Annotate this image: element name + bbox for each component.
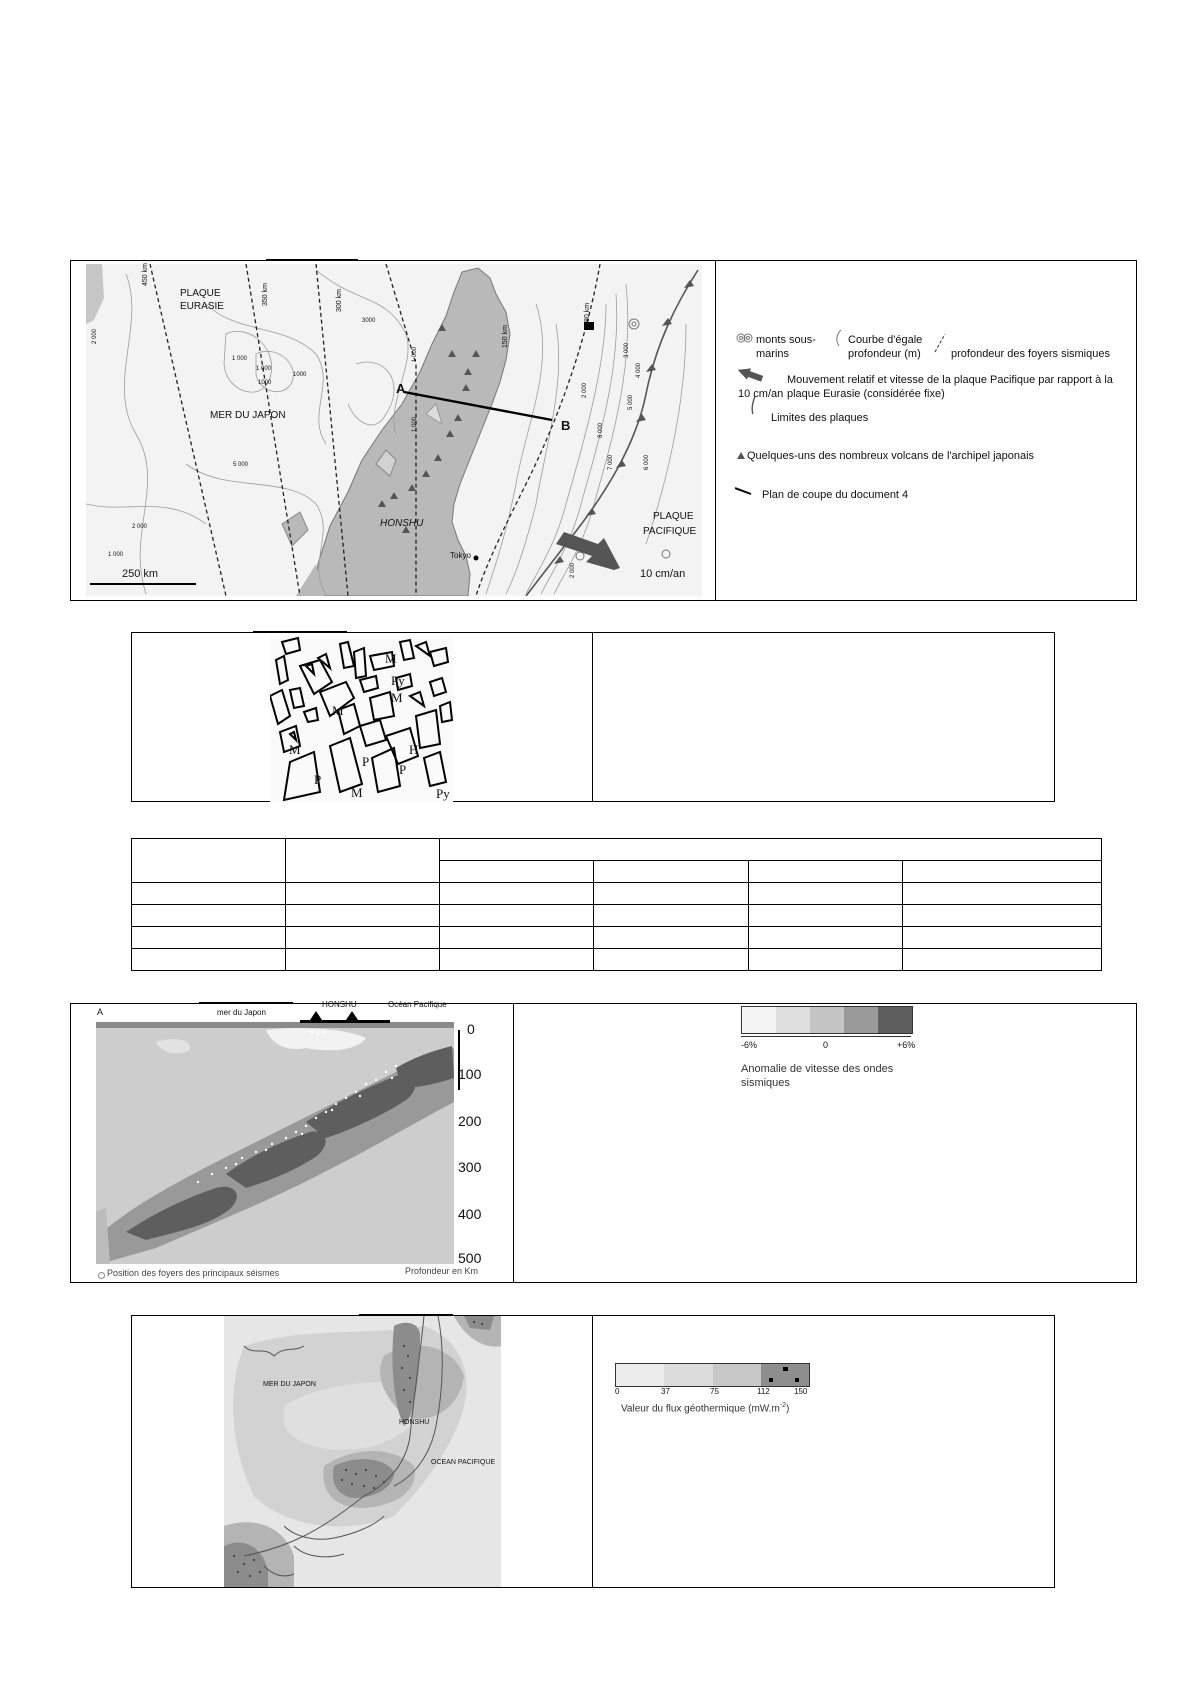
legend-movement-speed: 10 cm/an xyxy=(738,388,784,400)
table-row xyxy=(132,883,1102,905)
heatflow-swatch xyxy=(616,1364,664,1386)
bathymetry-label: 1 000 xyxy=(412,416,418,432)
bathymetry-label: 1000 xyxy=(258,380,272,386)
contour-line-icon xyxy=(837,330,841,346)
doc5-divider xyxy=(592,1315,593,1588)
movement-arrow-icon xyxy=(736,364,765,384)
doc5-honshu-label: HONSHU xyxy=(399,1419,430,1426)
legend-volcanoes: Quelques-uns des nombreux volcans de l'archipel japonais xyxy=(747,450,1035,462)
mineral-label: M xyxy=(391,690,403,705)
bathymetry-label: 3000 xyxy=(362,318,376,324)
mineral-label: Py xyxy=(436,786,450,801)
doc4-honshu-label: HONSHU xyxy=(322,1000,357,1009)
heatflow-tick: 112 xyxy=(757,1387,770,1396)
velocity-tick: 0 xyxy=(823,1040,829,1050)
point-a-label: A xyxy=(396,381,406,396)
doc1-title-line xyxy=(266,259,358,261)
heatflow-tick: 75 xyxy=(710,1387,719,1396)
depth-tick: 500 xyxy=(458,1250,482,1266)
bathymetry-label: 2 000 xyxy=(582,382,588,398)
legend-seamounts-2: marins xyxy=(756,348,790,360)
table-header-cell xyxy=(132,839,286,883)
table-row xyxy=(132,927,1102,949)
bathymetry-label: 1 000 xyxy=(232,356,248,362)
doc1-map xyxy=(86,264,702,596)
heatflow-tick: 0 xyxy=(615,1387,620,1396)
doc4-tomography xyxy=(96,1022,454,1264)
bathymetry-label: 1000 xyxy=(293,372,307,378)
velocity-tick: -6% xyxy=(741,1040,758,1050)
velocity-caption-1: Anomalie de vitesse des ondes xyxy=(741,1063,894,1075)
table-subheader-cell xyxy=(594,861,749,883)
heatflow-tick: 37 xyxy=(661,1387,670,1396)
heatflow-swatch xyxy=(713,1364,761,1386)
plate-pacifique-label-1: PLAQUE xyxy=(653,511,694,522)
velocity-tick: +6% xyxy=(897,1040,916,1050)
sea-label: MER DU JAPON xyxy=(210,410,286,421)
bathymetry-label: 2 000 xyxy=(132,524,148,530)
doc4-point-a: A xyxy=(97,1007,104,1017)
legend-cut: Plan de coupe du document 4 xyxy=(762,489,909,501)
mineral-label: Py xyxy=(391,673,405,688)
table-header-cell xyxy=(286,839,440,883)
table-subheader-cell xyxy=(903,861,1102,883)
heatflow-caption: Valeur du flux géothermique $(mW.m^{-2})$ xyxy=(621,1402,790,1415)
table-row xyxy=(132,905,1102,927)
depth-label-300: 300 km xyxy=(336,289,343,312)
depth-tick: 300 xyxy=(458,1159,482,1175)
doc3-table xyxy=(131,838,1102,971)
bathymetry-label: 7 000 xyxy=(608,454,614,470)
doc5-sea-label: MER DU JAPON xyxy=(263,1381,316,1388)
doc1-divider xyxy=(715,260,716,601)
bathymetry-label: 8 000 xyxy=(598,422,604,438)
table-row xyxy=(132,949,1102,971)
focus-point-icon xyxy=(98,1272,105,1279)
plate-eurasie-label-1: PLAQUE xyxy=(180,288,221,299)
focus-line-icon xyxy=(935,334,945,352)
mineral-label: M xyxy=(332,703,344,718)
arrow-speed-label: 10 cm/an xyxy=(640,568,686,580)
bathymetry-label: 3 000 xyxy=(624,342,630,358)
tokyo-label: Tokyo xyxy=(450,551,471,560)
table-subheader-cell xyxy=(749,861,903,883)
bathymetry-label: 5 000 xyxy=(233,462,249,468)
plate-eurasie-label-2: EURASIE xyxy=(180,301,224,312)
velocity-legend-axis xyxy=(741,1036,911,1037)
bathymetry-label: 1 000 xyxy=(108,552,124,558)
bathymetry-label: 2 000 xyxy=(92,328,98,344)
legend-contour-2: profondeur (m) xyxy=(848,348,921,360)
depth-label-150: 150 km xyxy=(502,325,509,348)
velocity-caption-2: sismiques xyxy=(741,1077,790,1089)
depth-tick: 0 xyxy=(467,1021,475,1037)
doc4-honshu-marker xyxy=(300,1008,390,1024)
heatflow-legend-bar xyxy=(615,1363,810,1387)
volcano-icon xyxy=(346,1011,358,1020)
plate-pacifique-label-2: PACIFIQUE xyxy=(643,526,697,537)
doc5-heatflow-map xyxy=(224,1316,501,1587)
volcano-icon xyxy=(737,452,745,459)
legend-focus: profondeur des foyers sismiques xyxy=(951,348,1110,360)
velocity-swatch xyxy=(844,1007,878,1033)
mineral-label: H xyxy=(409,742,419,757)
heatflow-swatch xyxy=(761,1364,809,1386)
cut-line-icon xyxy=(735,488,751,494)
doc2-title-line xyxy=(253,631,347,633)
velocity-swatch xyxy=(742,1007,776,1033)
doc4-ocean-label: Océan Pacifique xyxy=(388,1000,447,1009)
bathymetry-label: 5 000 xyxy=(628,394,634,410)
mineral-label: P xyxy=(362,754,370,769)
table-header-cell xyxy=(440,839,1102,861)
legend-limits: Limites des plaques xyxy=(771,412,869,424)
legend-seamounts-1: monts sous- xyxy=(756,334,816,346)
doc4-sea-label: mer du Japon xyxy=(217,1008,266,1017)
doc4-title-line xyxy=(199,1002,293,1004)
mineral-label: M xyxy=(385,651,397,666)
legend-movement-2: plaque Eurasie (considérée fixe) xyxy=(787,388,945,400)
heatflow-tick: 150 xyxy=(794,1387,808,1396)
mineral-label: M xyxy=(351,785,363,800)
doc4-depth-axis-label: Profondeur en Km xyxy=(405,1266,479,1276)
volcano-icon xyxy=(310,1011,322,1020)
legend-movement-1: Mouvement relatif et vitesse de la plaque Pacifique par rapport à la xyxy=(787,374,1113,386)
legend-contour-1: Courbe d'égale xyxy=(848,334,923,346)
point-b-label: B xyxy=(561,418,571,433)
mineral-label: P xyxy=(314,772,322,787)
depth-tick: 200 xyxy=(458,1113,482,1129)
depth-tick: 400 xyxy=(458,1206,482,1222)
depth-label-350: 350 km xyxy=(262,283,269,306)
doc4-divider xyxy=(513,1003,514,1283)
heatflow-swatch xyxy=(664,1364,712,1386)
scale-label: 250 km xyxy=(122,568,159,580)
doc4-footnote: Position des foyers des principaux séismes xyxy=(107,1268,280,1278)
mineral-label: P xyxy=(399,762,407,777)
velocity-swatch xyxy=(878,1007,912,1033)
honshu-label: HONSHU xyxy=(380,518,424,529)
depth-tick: 100 xyxy=(458,1066,482,1082)
velocity-swatch xyxy=(810,1007,844,1033)
doc2-thin-section xyxy=(270,636,453,802)
bathymetry-label: 1 000 xyxy=(256,366,272,372)
velocity-legend-bar xyxy=(741,1006,913,1034)
table-subheader-cell xyxy=(440,861,594,883)
velocity-swatch xyxy=(776,1007,810,1033)
doc5-ocean-label: OCEAN PACIFIQUE xyxy=(431,1459,496,1466)
doc2-divider xyxy=(592,632,593,802)
mineral-label: M xyxy=(289,742,301,757)
bathymetry-label: 6 000 xyxy=(644,454,650,470)
bathymetry-label: 1 000 xyxy=(412,346,418,362)
bathymetry-label: 2 000 xyxy=(570,562,576,578)
depth-label-450: 450 km xyxy=(142,263,149,286)
seamount-icon xyxy=(737,334,752,342)
bathymetry-label: 4 000 xyxy=(636,362,642,378)
depth-label-80: 80 km xyxy=(584,302,591,322)
